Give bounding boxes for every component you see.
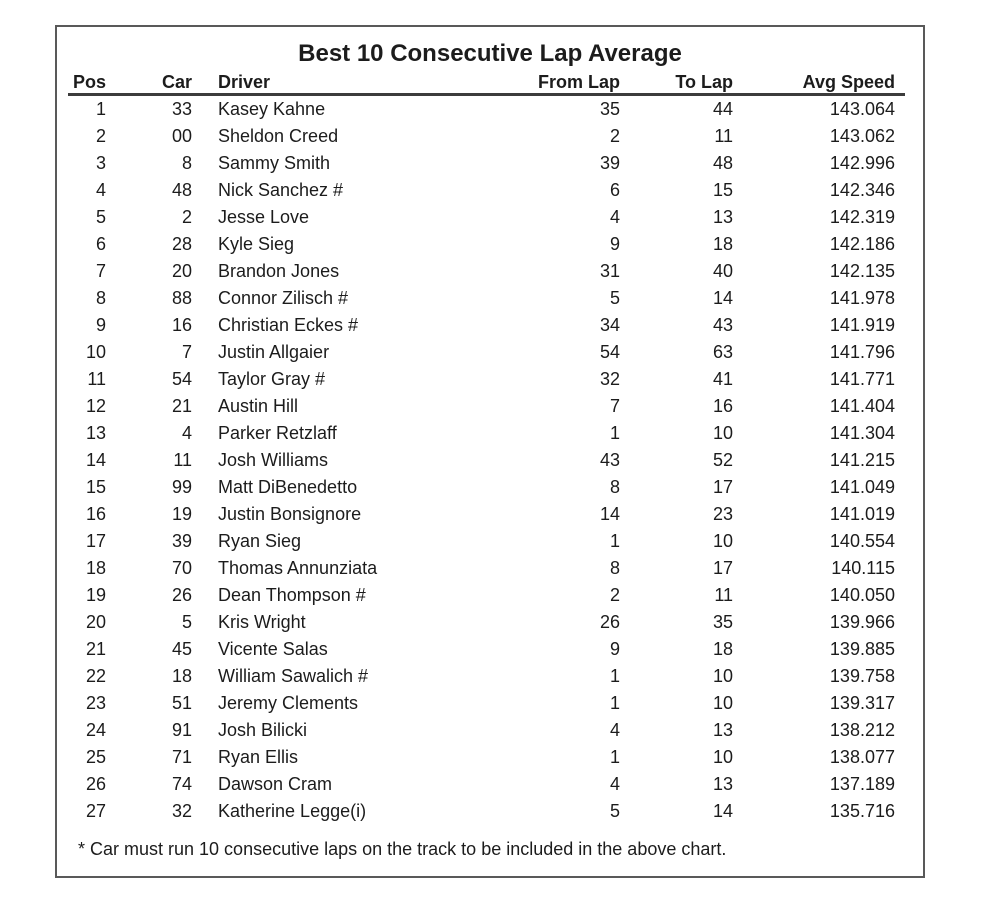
cell-car: 70	[171, 558, 192, 578]
table-row	[68, 339, 905, 366]
table-row	[68, 690, 905, 717]
cell-driver: Connor Zilisch #	[218, 288, 349, 308]
cell-driver: Josh Williams	[218, 450, 329, 470]
cell-car: 20	[171, 261, 192, 281]
table-row	[68, 420, 905, 447]
cell-driver: Brandon Jones	[218, 261, 340, 281]
cell-driver: Christian Eckes #	[218, 315, 359, 335]
cell-driver: Vicente Salas	[218, 639, 328, 659]
cell-driver: William Sawalich #	[218, 666, 369, 686]
cell-driver: Dean Thompson #	[218, 585, 366, 605]
table-row	[68, 447, 905, 474]
cell-car: 8	[181, 153, 192, 173]
cell-driver: Katherine Legge(i)	[218, 801, 367, 821]
cell-pos: 9	[95, 315, 106, 335]
cell-pos: 21	[85, 639, 106, 659]
cell-from-lap: 9	[609, 234, 620, 254]
table-body	[68, 95, 905, 826]
cell-pos: 11	[87, 369, 106, 389]
cell-to-lap: 10	[712, 531, 733, 551]
cell-car: 33	[171, 99, 192, 119]
table-row	[68, 393, 905, 420]
cell-from-lap: 35	[599, 99, 620, 119]
cell-avg-speed: 137.189	[829, 774, 895, 794]
cell-pos: 6	[95, 234, 106, 254]
cell-pos: 7	[95, 261, 106, 281]
cell-car: 99	[171, 477, 192, 497]
cell-car: 7	[181, 342, 192, 362]
table-row	[68, 582, 905, 609]
column-header-avg-speed	[735, 69, 905, 95]
cell-to-lap: 63	[712, 342, 733, 362]
cell-car: 16	[171, 315, 192, 335]
cell-car: 48	[171, 180, 192, 200]
table-row	[68, 474, 905, 501]
cell-to-lap: 13	[712, 207, 733, 227]
cell-pos: 1	[95, 99, 106, 119]
cell-from-lap: 2	[609, 585, 620, 605]
cell-avg-speed: 139.966	[829, 612, 895, 632]
cell-pos: 23	[85, 693, 106, 713]
cell-car: 5	[181, 612, 192, 632]
cell-from-lap: 8	[609, 477, 620, 497]
table-header-row	[68, 69, 905, 95]
table-row	[68, 744, 905, 771]
cell-car: 45	[171, 639, 192, 659]
cell-driver: Kasey Kahne	[218, 99, 326, 119]
cell-from-lap: 5	[609, 801, 620, 821]
cell-driver: Dawson Cram	[218, 774, 333, 794]
table-row	[68, 663, 905, 690]
cell-to-lap: 14	[712, 288, 733, 308]
cell-avg-speed: 143.062	[829, 126, 895, 146]
cell-driver: Nick Sanchez #	[218, 180, 344, 200]
cell-to-lap: 11	[714, 585, 733, 605]
cell-driver: Thomas Annunziata	[218, 558, 378, 578]
cell-car: 28	[171, 234, 192, 254]
cell-driver: Kris Wright	[218, 612, 306, 632]
cell-car: 4	[181, 423, 192, 443]
cell-pos: 15	[85, 477, 106, 497]
cell-pos: 13	[85, 423, 106, 443]
column-header-to-lap-label: To Lap	[675, 72, 733, 92]
table-row	[68, 717, 905, 744]
cell-pos: 2	[95, 126, 106, 146]
cell-car: 18	[171, 666, 192, 686]
cell-driver: Sheldon Creed	[218, 126, 339, 146]
cell-avg-speed: 143.064	[829, 99, 895, 119]
table-row	[68, 312, 905, 339]
cell-avg-speed: 138.212	[829, 720, 895, 740]
cell-to-lap: 17	[712, 558, 733, 578]
cell-to-lap: 35	[712, 612, 733, 632]
table-row	[68, 366, 905, 393]
footnote: * Car must run 10 consecutive laps on the track to be included in the above chart.	[78, 839, 727, 859]
cell-from-lap: 4	[609, 720, 620, 740]
cell-to-lap: 16	[712, 396, 733, 416]
cell-car: 11	[173, 450, 192, 470]
cell-car: 21	[171, 396, 192, 416]
cell-pos: 17	[85, 531, 106, 551]
cell-to-lap: 44	[712, 99, 733, 119]
cell-avg-speed: 142.996	[829, 153, 895, 173]
cell-avg-speed: 142.346	[829, 180, 895, 200]
table-row	[68, 528, 905, 555]
table-row	[68, 177, 905, 204]
cell-from-lap: 1	[609, 693, 620, 713]
cell-pos: 26	[85, 774, 106, 794]
cell-driver: Ryan Sieg	[218, 531, 302, 551]
cell-to-lap: 18	[712, 639, 733, 659]
column-header-driver	[194, 69, 512, 95]
table-row	[68, 258, 905, 285]
cell-driver: Parker Retzlaff	[218, 423, 337, 443]
cell-pos: 24	[85, 720, 106, 740]
cell-avg-speed: 140.050	[829, 585, 895, 605]
cell-avg-speed: 140.115	[831, 558, 895, 578]
cell-driver: Justin Allgaier	[218, 342, 330, 362]
table-row	[68, 609, 905, 636]
column-header-car	[108, 69, 194, 95]
cell-from-lap: 1	[609, 747, 620, 767]
table-row	[68, 204, 905, 231]
cell-to-lap: 13	[712, 774, 733, 794]
cell-car: 19	[171, 504, 192, 524]
cell-car: 32	[171, 801, 192, 821]
cell-from-lap: 14	[599, 504, 620, 524]
cell-driver: Taylor Gray #	[218, 369, 326, 389]
cell-to-lap: 14	[712, 801, 733, 821]
cell-from-lap: 5	[609, 288, 620, 308]
cell-pos: 3	[95, 153, 106, 173]
cell-from-lap: 6	[609, 180, 620, 200]
cell-avg-speed: 141.771	[829, 369, 895, 389]
cell-avg-speed: 138.077	[829, 747, 895, 767]
cell-from-lap: 43	[599, 450, 620, 470]
cell-from-lap: 8	[609, 558, 620, 578]
cell-avg-speed: 139.758	[829, 666, 895, 686]
cell-pos: 27	[85, 801, 106, 821]
cell-to-lap: 17	[712, 477, 733, 497]
column-header-pos-label: Pos	[72, 72, 106, 92]
cell-driver: Jesse Love	[218, 207, 310, 227]
cell-to-lap: 10	[712, 423, 733, 443]
cell-pos: 25	[85, 747, 106, 767]
column-header-driver-label: Driver	[218, 72, 271, 92]
cell-from-lap: 7	[609, 396, 620, 416]
cell-car: 2	[181, 207, 192, 227]
cell-to-lap: 13	[712, 720, 733, 740]
cell-car: 00	[171, 126, 192, 146]
cell-car: 88	[171, 288, 192, 308]
cell-car: 74	[171, 774, 192, 794]
cell-avg-speed: 141.215	[829, 450, 895, 470]
cell-to-lap: 48	[712, 153, 733, 173]
cell-pos: 5	[95, 207, 106, 227]
cell-driver: Matt DiBenedetto	[218, 477, 358, 497]
cell-car: 26	[171, 585, 192, 605]
cell-driver: Justin Bonsignore	[218, 504, 362, 524]
table-row	[68, 95, 905, 124]
table-row	[68, 555, 905, 582]
cell-avg-speed: 141.404	[829, 396, 895, 416]
cell-car: 39	[171, 531, 192, 551]
cell-pos: 14	[85, 450, 106, 470]
table-row	[68, 771, 905, 798]
column-header-avg-speed-label: Avg Speed	[802, 72, 895, 92]
cell-to-lap: 11	[714, 126, 733, 146]
table-row	[68, 285, 905, 312]
cell-avg-speed: 141.304	[829, 423, 895, 443]
cell-pos: 18	[85, 558, 106, 578]
cell-avg-speed: 141.919	[829, 315, 895, 335]
cell-to-lap: 10	[712, 666, 733, 686]
cell-from-lap: 1	[609, 423, 620, 443]
cell-to-lap: 41	[712, 369, 733, 389]
cell-from-lap: 54	[599, 342, 620, 362]
cell-avg-speed: 139.317	[829, 693, 895, 713]
cell-from-lap: 9	[609, 639, 620, 659]
cell-to-lap: 10	[712, 747, 733, 767]
column-header-from-lap	[512, 69, 622, 95]
cell-to-lap: 52	[712, 450, 733, 470]
table-row	[68, 150, 905, 177]
cell-from-lap: 1	[609, 666, 620, 686]
cell-driver: Kyle Sieg	[218, 234, 295, 254]
cell-avg-speed: 141.796	[829, 342, 895, 362]
cell-avg-speed: 141.019	[829, 504, 895, 524]
cell-from-lap: 4	[609, 774, 620, 794]
column-header-car-label: Car	[161, 72, 192, 92]
column-header-pos	[68, 69, 108, 95]
cell-pos: 22	[85, 666, 106, 686]
lap-average-table	[68, 69, 905, 825]
cell-avg-speed: 135.716	[829, 801, 895, 821]
cell-from-lap: 26	[599, 612, 620, 632]
cell-from-lap: 39	[599, 153, 620, 173]
cell-to-lap: 18	[712, 234, 733, 254]
cell-from-lap: 31	[599, 261, 620, 281]
cell-from-lap: 32	[599, 369, 620, 389]
cell-pos: 10	[85, 342, 106, 362]
cell-driver: Sammy Smith	[218, 153, 331, 173]
table-row	[68, 231, 905, 258]
cell-to-lap: 15	[712, 180, 733, 200]
cell-pos: 16	[85, 504, 106, 524]
cell-car: 91	[171, 720, 192, 740]
cell-from-lap: 1	[609, 531, 620, 551]
cell-avg-speed: 142.319	[829, 207, 895, 227]
cell-pos: 20	[85, 612, 106, 632]
column-header-from-lap-label: From Lap	[537, 72, 620, 92]
cell-driver: Josh Bilicki	[218, 720, 308, 740]
cell-pos: 19	[85, 585, 106, 605]
column-header-to-lap	[622, 69, 735, 95]
cell-to-lap: 23	[712, 504, 733, 524]
cell-to-lap: 10	[712, 693, 733, 713]
cell-avg-speed: 141.049	[829, 477, 895, 497]
cell-avg-speed: 140.554	[829, 531, 895, 551]
cell-from-lap: 2	[609, 126, 620, 146]
cell-to-lap: 43	[712, 315, 733, 335]
cell-driver: Austin Hill	[218, 396, 299, 416]
cell-avg-speed: 142.186	[829, 234, 895, 254]
table-row	[68, 798, 905, 825]
cell-pos: 8	[95, 288, 106, 308]
page-title: Best 10 Consecutive Lap Average	[298, 41, 682, 67]
cell-avg-speed: 139.885	[829, 639, 895, 659]
cell-avg-speed: 142.135	[829, 261, 895, 281]
cell-driver: Jeremy Clements	[218, 693, 359, 713]
cell-avg-speed: 141.978	[829, 288, 895, 308]
cell-car: 51	[171, 693, 192, 713]
cell-from-lap: 34	[599, 315, 620, 335]
cell-to-lap: 40	[712, 261, 733, 281]
cell-driver: Ryan Ellis	[218, 747, 299, 767]
cell-pos: 12	[85, 396, 106, 416]
table-row	[68, 501, 905, 528]
cell-pos: 4	[95, 180, 106, 200]
cell-car: 71	[171, 747, 192, 767]
cell-from-lap: 4	[609, 207, 620, 227]
report-border-box	[55, 25, 925, 878]
table-row	[68, 123, 905, 150]
table-row	[68, 636, 905, 663]
cell-car: 54	[171, 369, 192, 389]
